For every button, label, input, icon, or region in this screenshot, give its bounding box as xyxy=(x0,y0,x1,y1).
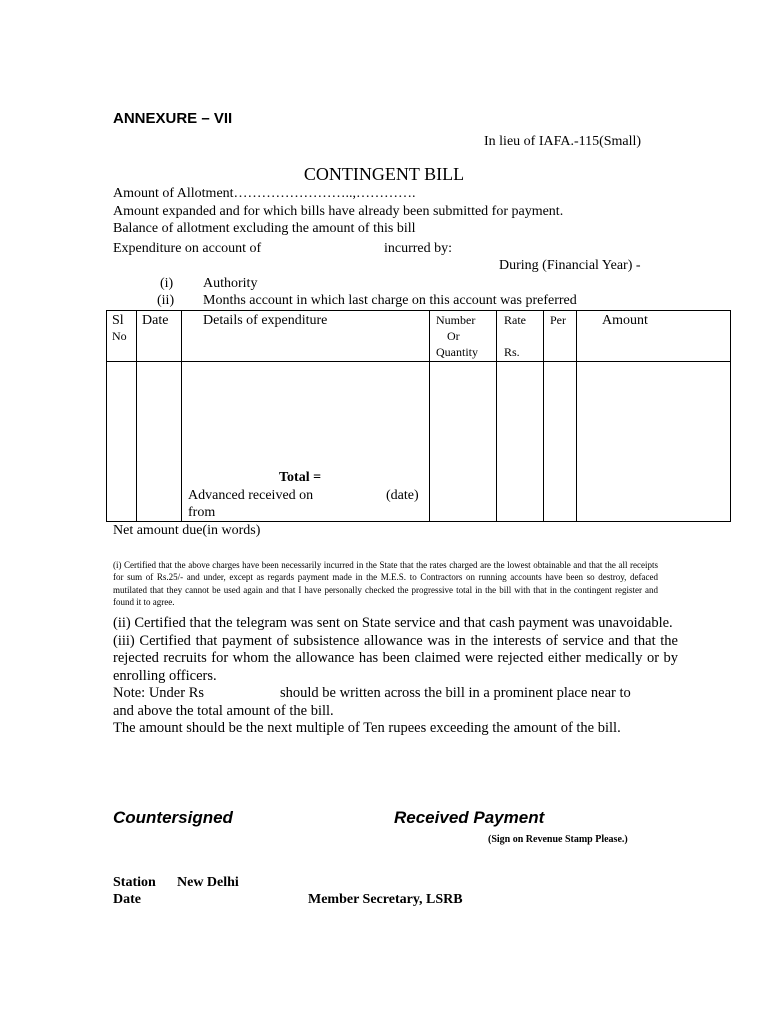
months-account-label: Months account in which last charge on this account was preferred xyxy=(203,293,577,308)
column-divider xyxy=(181,311,182,521)
member-secretary-signature: Member Secretary, LSRB xyxy=(308,892,463,907)
note-line xyxy=(113,685,678,703)
station-value: New Delhi xyxy=(177,875,239,890)
amount-of-allotment-line: Amount of Allotment……………………..,…………. xyxy=(113,186,416,201)
amount-expanded-line: Amount expanded and for which bills have already been submitted for payment. xyxy=(113,204,564,219)
received-payment-label: Received Payment xyxy=(394,808,545,827)
financial-year-label: During (Financial Year) - xyxy=(499,258,641,273)
note-line-2: and above the total amount of the bill. xyxy=(113,702,334,719)
date-label: Date xyxy=(113,892,141,907)
expenditure-table xyxy=(106,310,731,522)
table-header-divider xyxy=(107,361,730,362)
header-or: Or xyxy=(447,329,460,343)
page-title: CONTINGENT BILL xyxy=(303,164,465,184)
advanced-received-label: Advanced received on xyxy=(188,488,314,503)
certification-i: (i) Certified that the above charges have been necessarily incurred in the State that the rates charged are the lowest obtainable and that the all receipts for sum of Rs.25/- and under, except as regards payment made in the M.E.S. to Contractors on running accounts have been so destroy, defaced mutilated that they cannot be used again and that I have personally checked the progressive total in the bill with that in the contingent register and found it to agree. xyxy=(113,560,658,608)
certification-iii: (iii) Certified that payment of subsistence allowance was in the interests of service and that the rejected recruits for whom the allowance has been claimed were rejected either medically or by enrolling officers. xyxy=(113,632,678,684)
authority-label: Authority xyxy=(203,276,258,291)
column-divider xyxy=(429,311,430,521)
column-divider xyxy=(136,311,137,521)
header-date: Date xyxy=(142,313,169,328)
header-amount: Amount xyxy=(602,313,648,328)
header-rate: Rate xyxy=(504,313,526,327)
item-number: (i) xyxy=(160,276,174,291)
column-divider xyxy=(543,311,544,521)
header-no: No xyxy=(112,329,127,343)
incurred-by-label: incurred by: xyxy=(384,241,453,256)
header-sl: Sl xyxy=(112,313,124,328)
expenditure-on-account-label: Expenditure on account of xyxy=(113,241,262,256)
balance-allotment-line: Balance of allotment excluding the amount of this bill xyxy=(113,221,416,236)
column-divider xyxy=(576,311,577,521)
item-number: (ii) xyxy=(157,293,175,308)
note-prefix: Note: Under Rs xyxy=(113,685,205,701)
certification-ii: (ii) Certified that the telegram was sent on State service and that cash payment was unavoidable. xyxy=(113,615,673,631)
net-amount-due-label: Net amount due(in words) xyxy=(113,523,261,538)
in-lieu-note: In lieu of IAFA.-115(Small) xyxy=(484,134,642,149)
station-label: Station xyxy=(113,875,156,890)
annexure-heading: ANNEXURE – VII xyxy=(113,110,233,127)
note-suffix: should be written across the bill in a prominent place near to xyxy=(280,685,631,701)
header-quantity: Quantity xyxy=(436,345,478,359)
header-rs: Rs. xyxy=(504,345,520,359)
advanced-date-label: (date) xyxy=(386,488,419,503)
total-label: Total = xyxy=(279,470,322,485)
header-details: Details of expenditure xyxy=(203,313,328,328)
advanced-from-label: from xyxy=(188,505,216,520)
revenue-stamp-note: (Sign on Revenue Stamp Please.) xyxy=(488,834,628,845)
header-per: Per xyxy=(550,313,566,327)
column-divider xyxy=(496,311,497,521)
countersigned-label: Countersigned xyxy=(113,808,233,827)
header-number: Number xyxy=(436,313,476,327)
certifications-block xyxy=(113,615,678,738)
note-line-3: The amount should be the next multiple of Ten rupees exceeding the amount of the bill. xyxy=(113,720,621,736)
